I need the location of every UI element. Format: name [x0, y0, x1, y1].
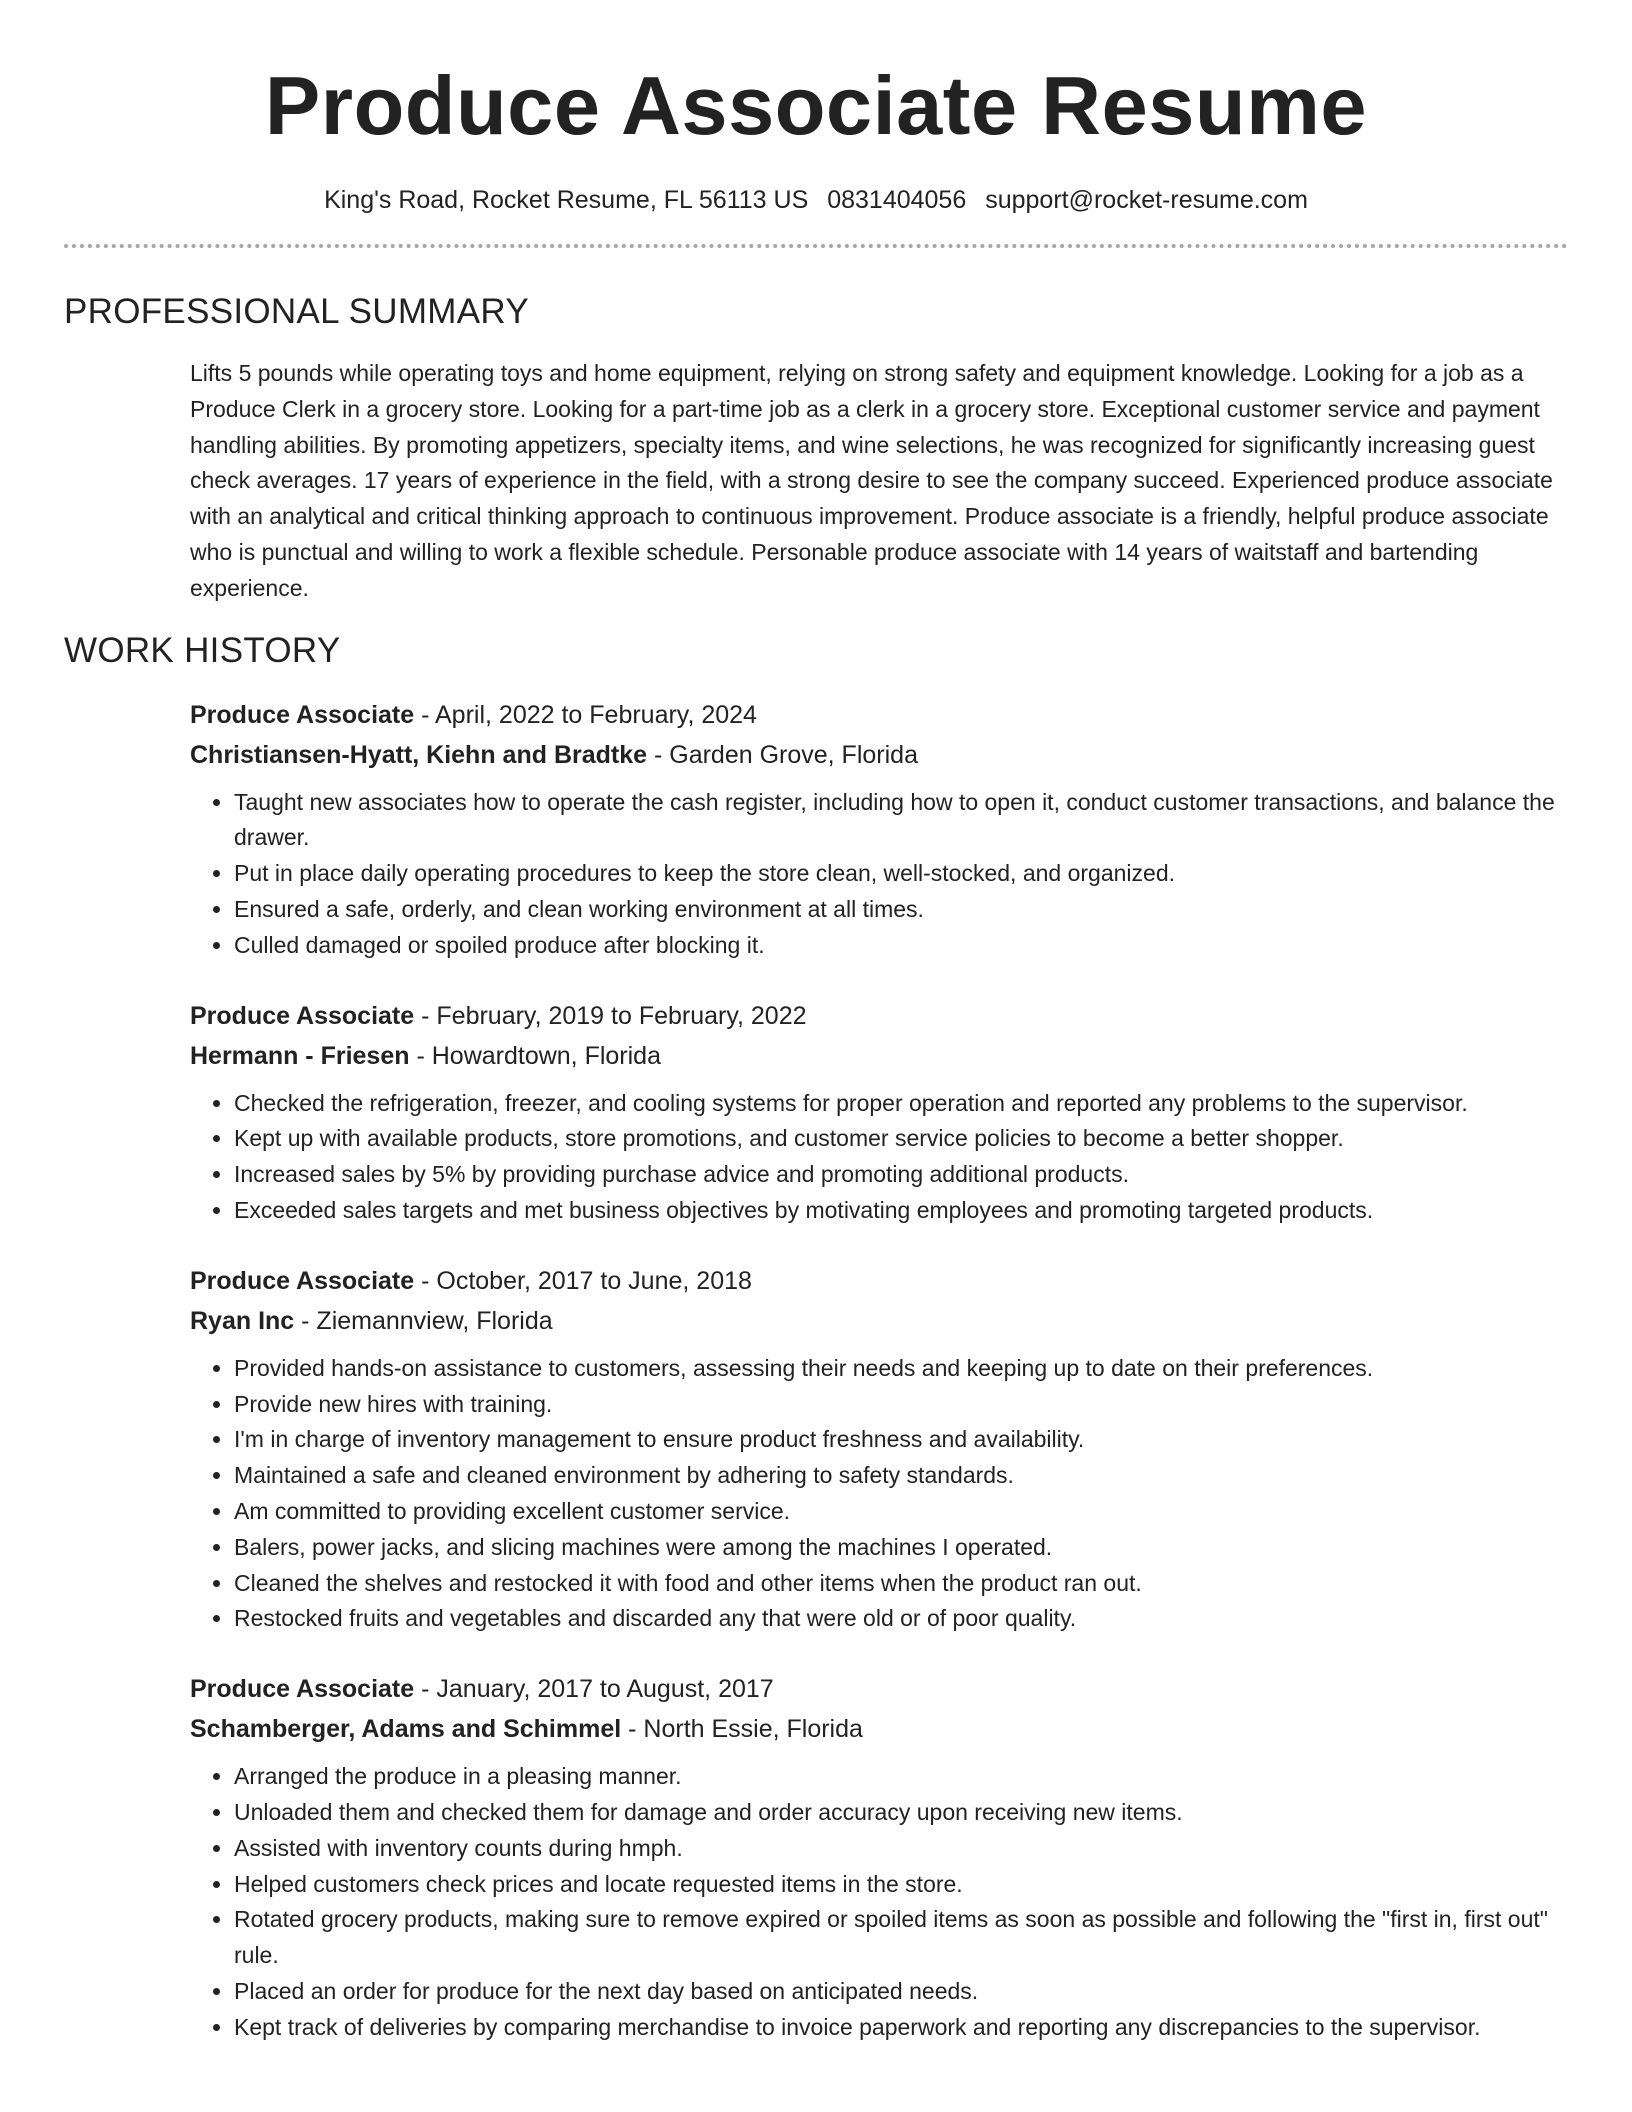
job-company: Schamberger, Adams and Schimmel	[190, 1715, 622, 1744]
job-company-line	[190, 1709, 1568, 1749]
job-bullet: • Exceeded sales targets and met business objectives by motivating employees and promoting targeted products.	[234, 1193, 1568, 1229]
job-dates: - February, 2019 to February, 2022	[414, 1001, 807, 1030]
job-title-line	[190, 996, 1568, 1036]
job-bullet: • Restocked fruits and vegetables and discarded any that were old or of poor quality.	[234, 1601, 1568, 1637]
job-bullet: • Assisted with inventory counts during hmph.	[234, 1831, 1568, 1867]
job-position: Produce Associate	[190, 1675, 415, 1704]
job-bullet-list	[190, 1759, 1568, 2045]
summary-heading: PROFESSIONAL SUMMARY	[64, 292, 529, 331]
job-bullet: • Ensured a safe, orderly, and clean working environment at all times.	[234, 892, 1568, 928]
job-bullet: • Arranged the produce in a pleasing manner.	[234, 1759, 1568, 1795]
job-title-line	[190, 1261, 1568, 1301]
job-bullet: • Balers, power jacks, and slicing machines were among the machines I operated.	[234, 1530, 1568, 1566]
contact-email: support@rocket-resume.com	[985, 186, 1308, 214]
job-bullet-list	[190, 1086, 1568, 1229]
job-company-line	[190, 735, 1568, 775]
job-position: Produce Associate	[190, 700, 415, 729]
job-bullet-list	[190, 1351, 1568, 1637]
job-bullet: • Rotated grocery products, making sure to remove expired or spoiled items as soon as possible and following the "first in, first out" rule.	[234, 1902, 1568, 1974]
job-bullet: • Maintained a safe and cleaned environment by adhering to safety standards.	[234, 1458, 1568, 1494]
job-company: Ryan Inc	[190, 1306, 295, 1335]
contact-phone: 0831404056	[827, 186, 967, 214]
job-bullet: • Placed an order for produce for the next day based on anticipated needs.	[234, 1974, 1568, 2010]
job-bullet-list	[190, 785, 1568, 964]
job-location: - Howardtown, Florida	[409, 1041, 661, 1070]
resume-title: Produce Associate Resume	[264, 59, 1368, 152]
job-location: - Ziemannview, Florida	[294, 1306, 553, 1335]
job-bullet: • Provided hands-on assistance to customers, assessing their needs and keeping up to date on their preferences.	[234, 1351, 1568, 1387]
contact-address: King's Road, Rocket Resume, FL 56113 US	[324, 186, 809, 214]
job-company-line	[190, 1301, 1568, 1341]
summary-text: Lifts 5 pounds while operating toys and home equipment, relying on strong safety and equipment knowledge. Looking for a job as a Produce Clerk in a grocery store. Looking for a part-time job as a clerk in a grocery store. Exceptional customer service and payment handling abilities. By promoting appetizers, specialty items, and wine selections, he was recognized for significantly increasing guest check averages. 17 years of experience in the field, with a strong desire to see the company succeed. Experienced produce associate with an analytical and critical thinking approach to continuous improvement. Produce associate is a friendly, helpful produce associate who is punctual and willing to work a flexible schedule. Personable produce associate with 14 years of waitstaff and bartending experience.	[190, 360, 1553, 601]
job-entry	[190, 1669, 1568, 2045]
job-location: - North Essie, Florida	[621, 1715, 863, 1744]
job-bullet: • Provide new hires with training.	[234, 1387, 1568, 1423]
job-bullet: • Put in place daily operating procedures to keep the store clean, well-stocked, and organized.	[234, 856, 1568, 892]
job-dates: - October, 2017 to June, 2018	[414, 1266, 752, 1295]
job-bullet: • Helped customers check prices and locate requested items in the store.	[234, 1867, 1568, 1903]
job-bullet: • Increased sales by 5% by providing purchase advice and promoting additional products.	[234, 1157, 1568, 1193]
job-entry	[190, 695, 1568, 964]
header-divider	[64, 244, 1568, 248]
job-entry	[190, 1261, 1568, 1637]
job-company-line	[190, 1036, 1568, 1076]
contact-line	[64, 182, 1568, 218]
job-bullet: • Am committed to providing excellent customer service.	[234, 1494, 1568, 1530]
job-bullet: • Culled damaged or spoiled produce after blocking it.	[234, 928, 1568, 964]
job-company: Hermann - Friesen	[190, 1041, 410, 1070]
job-bullet: • Kept up with available products, store promotions, and customer service policies to become a better shopper.	[234, 1121, 1568, 1157]
job-dates: - January, 2017 to August, 2017	[414, 1675, 774, 1704]
job-bullet: • Taught new associates how to operate the cash register, including how to open it, conduct customer transactions, and balance the drawer.	[234, 785, 1568, 857]
resume-page	[64, 0, 1568, 2046]
job-position: Produce Associate	[190, 1266, 415, 1295]
job-bullet: • I'm in charge of inventory management to ensure product freshness and availability.	[234, 1422, 1568, 1458]
summary-section	[190, 356, 1568, 607]
job-bullet: • Checked the refrigeration, freezer, and cooling systems for proper operation and reported any problems to the supervisor.	[234, 1086, 1568, 1122]
job-dates: - April, 2022 to February, 2024	[414, 700, 757, 729]
work-history-heading: WORK HISTORY	[64, 630, 341, 670]
job-company: Christiansen-Hyatt, Kiehn and Bradtke	[190, 740, 648, 769]
job-location: - Garden Grove, Florida	[647, 740, 918, 769]
job-title-line	[190, 1669, 1568, 1709]
work-history-list	[190, 695, 1568, 2046]
job-bullet: • Cleaned the shelves and restocked it with food and other items when the product ran out.	[234, 1566, 1568, 1602]
job-position: Produce Associate	[190, 1001, 415, 1030]
job-bullet: • Unloaded them and checked them for damage and order accuracy upon receiving new items.	[234, 1795, 1568, 1831]
job-bullet: • Kept track of deliveries by comparing merchandise to invoice paperwork and reporting any discrepancies to the supervisor.	[234, 2010, 1568, 2046]
job-title-line	[190, 695, 1568, 735]
job-entry	[190, 996, 1568, 1229]
